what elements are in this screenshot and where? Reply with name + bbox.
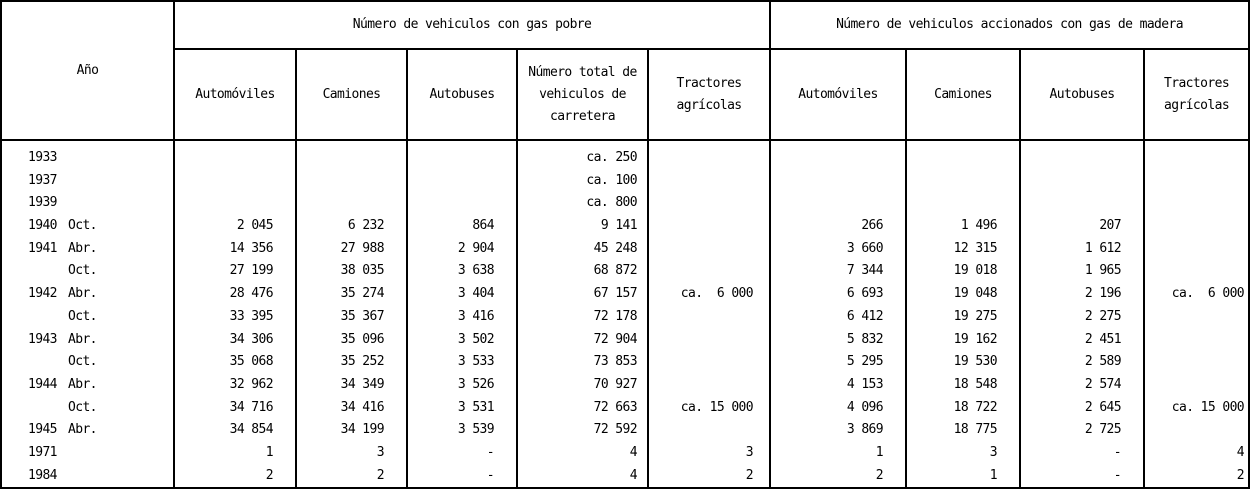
- table-cell: 2 645: [1084, 399, 1122, 415]
- table-cell: 1: [265, 444, 273, 460]
- column-gp-tractores: [648, 140, 770, 488]
- table-cell: [771, 192, 905, 215]
- table-cell: [771, 170, 905, 193]
- period: Abr.: [68, 422, 97, 438]
- table-cell: [771, 147, 905, 170]
- row-year-cell: [2, 215, 173, 238]
- table-cell: [408, 192, 516, 215]
- header-gm-automoviles: Automóviles: [770, 49, 906, 140]
- table-cell: 6 693: [846, 286, 884, 302]
- table-cell: 3: [376, 444, 384, 460]
- table-cell: 4 096: [846, 399, 884, 415]
- table-cell: 7 344: [846, 263, 884, 279]
- table-cell: -: [486, 444, 494, 460]
- table-cell: 34 716: [229, 399, 273, 415]
- column-gm-tractores: [1144, 140, 1249, 488]
- table-cell: 19 162: [953, 331, 998, 347]
- table-cell: 2: [875, 467, 884, 483]
- table-cell: [649, 238, 769, 261]
- table-cell: 2 574: [1084, 376, 1122, 392]
- table-cell: 2 045: [236, 218, 273, 234]
- table-cell: 19 275: [953, 308, 998, 324]
- header-gp-autobuses: Autobuses: [407, 49, 517, 140]
- table-cell: 207: [1099, 218, 1122, 234]
- row-year-cell: [2, 238, 173, 261]
- table-cell: 18 722: [953, 399, 998, 415]
- row-year-cell: [2, 419, 173, 442]
- table-cell: [1145, 215, 1248, 238]
- column-year: [1, 140, 174, 488]
- table-cell: [1145, 374, 1248, 397]
- table-cell: 72 663: [593, 399, 637, 415]
- table-cell: 4: [629, 467, 637, 483]
- table-cell: [297, 147, 406, 170]
- table-cell: [649, 147, 769, 170]
- table-cell: [1145, 419, 1248, 442]
- table-cell: [649, 351, 769, 374]
- table-cell: 14 356: [229, 240, 273, 256]
- table-cell: 864: [472, 218, 494, 234]
- period: Abr.: [68, 240, 97, 256]
- row-year-cell: [2, 374, 173, 397]
- header-gp-automoviles: Automóviles: [174, 49, 296, 140]
- year: 1939: [28, 195, 57, 211]
- table-cell: 38 035: [340, 263, 384, 279]
- row-year-cell: [2, 260, 173, 283]
- table-cell: ca. 250: [586, 150, 637, 165]
- row-year-cell: [2, 351, 173, 374]
- year: 1943: [28, 331, 57, 347]
- period: Oct.: [68, 354, 97, 370]
- table-cell: 18 548: [953, 376, 998, 392]
- table-cell: 73 853: [593, 354, 637, 370]
- table-cell: 2 451: [1084, 331, 1122, 347]
- table-cell: 2 196: [1084, 286, 1122, 302]
- table-cell: 3 869: [846, 422, 884, 438]
- table-cell: 3 531: [457, 399, 494, 415]
- table-cell: [649, 329, 769, 352]
- table-cell: 70 927: [593, 376, 637, 392]
- table-cell: 19 048: [953, 286, 998, 302]
- year: 1933: [28, 150, 57, 165]
- table-cell: 34 416: [340, 399, 384, 415]
- table-cell: ca. 100: [586, 172, 637, 188]
- table-cell: ca. 800: [586, 195, 637, 211]
- table-cell: 2: [745, 467, 754, 483]
- table-cell: [649, 419, 769, 442]
- table-cell: 12 315: [953, 240, 998, 256]
- table-cell: 1 965: [1084, 263, 1122, 279]
- table-cell: -: [1113, 467, 1122, 483]
- table-cell: 3 539: [457, 422, 494, 438]
- table-cell: [1145, 329, 1248, 352]
- header-gm-tractores: Tractores agrícolas: [1144, 49, 1249, 140]
- table-cell: [1021, 192, 1143, 215]
- header-gp-total: Número total de vehiculos de carretera: [517, 49, 648, 140]
- table-cell: [408, 170, 516, 193]
- table-cell: 34 306: [229, 331, 273, 347]
- table-cell: -: [1113, 444, 1122, 460]
- header-gm-autobuses: Autobuses: [1020, 49, 1144, 140]
- row-year-cell: [2, 147, 173, 170]
- column-gm-camiones: [906, 140, 1020, 488]
- table-cell: [1145, 306, 1248, 329]
- table-cell: [1145, 147, 1248, 170]
- table-cell: 45 248: [593, 240, 637, 256]
- table-cell: 3: [745, 444, 754, 460]
- table-cell: 72 178: [593, 308, 637, 324]
- table-cell: 35 252: [340, 354, 384, 370]
- table-cell: 33 395: [229, 308, 273, 324]
- table-cell: [1145, 260, 1248, 283]
- table-cell: -: [486, 467, 494, 483]
- header-gp-tractores: Tractores agrícolas: [648, 49, 770, 140]
- table-cell: [1021, 147, 1143, 170]
- table-cell: 4 153: [846, 376, 884, 392]
- table-cell: 1: [875, 444, 884, 460]
- table-cell: 2 275: [1084, 308, 1122, 324]
- year: 1940: [28, 218, 57, 234]
- column-gp-camiones: [296, 140, 407, 488]
- table-cell: 35 274: [340, 286, 384, 302]
- table-cell: 19 018: [953, 263, 998, 279]
- table-cell: 35 096: [340, 331, 384, 347]
- table-cell: 72 592: [593, 422, 637, 438]
- period: Abr.: [68, 376, 97, 392]
- table-cell: 32 962: [229, 376, 273, 392]
- table-cell: [175, 147, 295, 170]
- table-cell: 3 533: [457, 354, 494, 370]
- table-cell: 1 612: [1084, 240, 1122, 256]
- table-cell: ca. 6 000: [1171, 286, 1245, 302]
- period: Abr.: [68, 331, 97, 347]
- table-cell: 2 589: [1084, 354, 1122, 370]
- column-gp-total: [517, 140, 648, 488]
- period: Oct.: [68, 218, 97, 234]
- table-cell: [907, 170, 1019, 193]
- table-cell: [1145, 351, 1248, 374]
- row-year-cell: [2, 170, 173, 193]
- table-cell: [649, 260, 769, 283]
- header-gp-camiones: Camiones: [296, 49, 407, 140]
- header-group-gas-madera: Número de vehiculos accionados con gas de madera: [770, 1, 1249, 49]
- table-cell: 2 725: [1084, 422, 1122, 438]
- table-cell: 2: [376, 467, 384, 483]
- table-cell: [175, 192, 295, 215]
- table-cell: 3 416: [457, 308, 494, 324]
- period: Abr.: [68, 286, 97, 302]
- table-cell: 35 367: [340, 308, 384, 324]
- year: 1984: [28, 467, 57, 483]
- row-year-cell: [2, 306, 173, 329]
- table-cell: [907, 192, 1019, 215]
- header-year: Año: [1, 1, 174, 140]
- table-cell: 28 476: [229, 286, 273, 302]
- table-cell: [649, 374, 769, 397]
- table-cell: [649, 215, 769, 238]
- column-gp-autobuses: [407, 140, 517, 488]
- row-year-cell: [2, 283, 173, 306]
- table-cell: [1145, 238, 1248, 261]
- table-cell: [1145, 170, 1248, 193]
- table-cell: 6 412: [846, 308, 884, 324]
- year: 1944: [28, 376, 57, 392]
- column-gp-automoviles: [174, 140, 296, 488]
- table-cell: 2: [1236, 467, 1245, 483]
- table-cell: [408, 147, 516, 170]
- table-cell: 4: [1236, 444, 1245, 460]
- table-cell: ca. 15 000: [1171, 399, 1245, 415]
- table-cell: 1 496: [960, 218, 998, 234]
- period: Oct.: [68, 263, 97, 279]
- table-cell: 34 854: [229, 422, 273, 438]
- table-cell: [175, 170, 295, 193]
- table-cell: [907, 147, 1019, 170]
- table-cell: 9 141: [600, 218, 637, 234]
- table-cell: 266: [861, 218, 884, 234]
- table-cell: 27 199: [229, 263, 273, 279]
- header-group-gas-pobre: Número de vehiculos con gas pobre: [174, 1, 770, 49]
- table-cell: 19 530: [953, 354, 998, 370]
- table-cell: ca. 15 000: [680, 399, 754, 415]
- row-year-cell: [2, 192, 173, 215]
- table-cell: [649, 306, 769, 329]
- table-cell: 2: [265, 467, 273, 483]
- table-cell: 4: [629, 444, 637, 460]
- table-cell: 6 232: [347, 218, 384, 234]
- row-year-cell: [2, 465, 173, 488]
- table-cell: 3 526: [457, 376, 494, 392]
- table-cell: 18 775: [953, 422, 998, 438]
- table-cell: 3 502: [457, 331, 494, 347]
- table-cell: [297, 170, 406, 193]
- column-gm-automoviles: [770, 140, 906, 488]
- table-cell: 3: [989, 444, 998, 460]
- table-cell: [649, 192, 769, 215]
- table-cell: [297, 192, 406, 215]
- table-cell: 34 199: [340, 422, 384, 438]
- year: 1942: [28, 286, 57, 302]
- row-year-cell: [2, 442, 173, 465]
- table-cell: 3 660: [846, 240, 884, 256]
- year: 1945: [28, 422, 57, 438]
- table-cell: 34 349: [340, 376, 384, 392]
- year: 1971: [28, 444, 57, 460]
- table-cell: 72 904: [593, 331, 637, 347]
- table-cell: 35 068: [229, 354, 273, 370]
- table-cell: 68 872: [593, 263, 637, 279]
- year: 1937: [28, 172, 57, 188]
- table-cell: [1021, 170, 1143, 193]
- header-gm-camiones: Camiones: [906, 49, 1020, 140]
- period: Oct.: [68, 308, 97, 324]
- row-year-cell: [2, 397, 173, 420]
- column-gm-autobuses: [1020, 140, 1144, 488]
- table-cell: 5 832: [846, 331, 884, 347]
- table-cell: 3 404: [457, 286, 494, 302]
- table-cell: 27 988: [340, 240, 384, 256]
- table-cell: 1: [989, 467, 998, 483]
- table-cell: 2 904: [457, 240, 494, 256]
- table-cell: 67 157: [593, 286, 637, 302]
- table-cell: [649, 170, 769, 193]
- year: 1941: [28, 240, 57, 256]
- row-year-cell: [2, 329, 173, 352]
- table-cell: ca. 6 000: [680, 286, 754, 302]
- table-cell: [1145, 192, 1248, 215]
- table-cell: 5 295: [846, 354, 884, 370]
- table-cell: 3 638: [457, 263, 494, 279]
- period: Oct.: [68, 399, 97, 415]
